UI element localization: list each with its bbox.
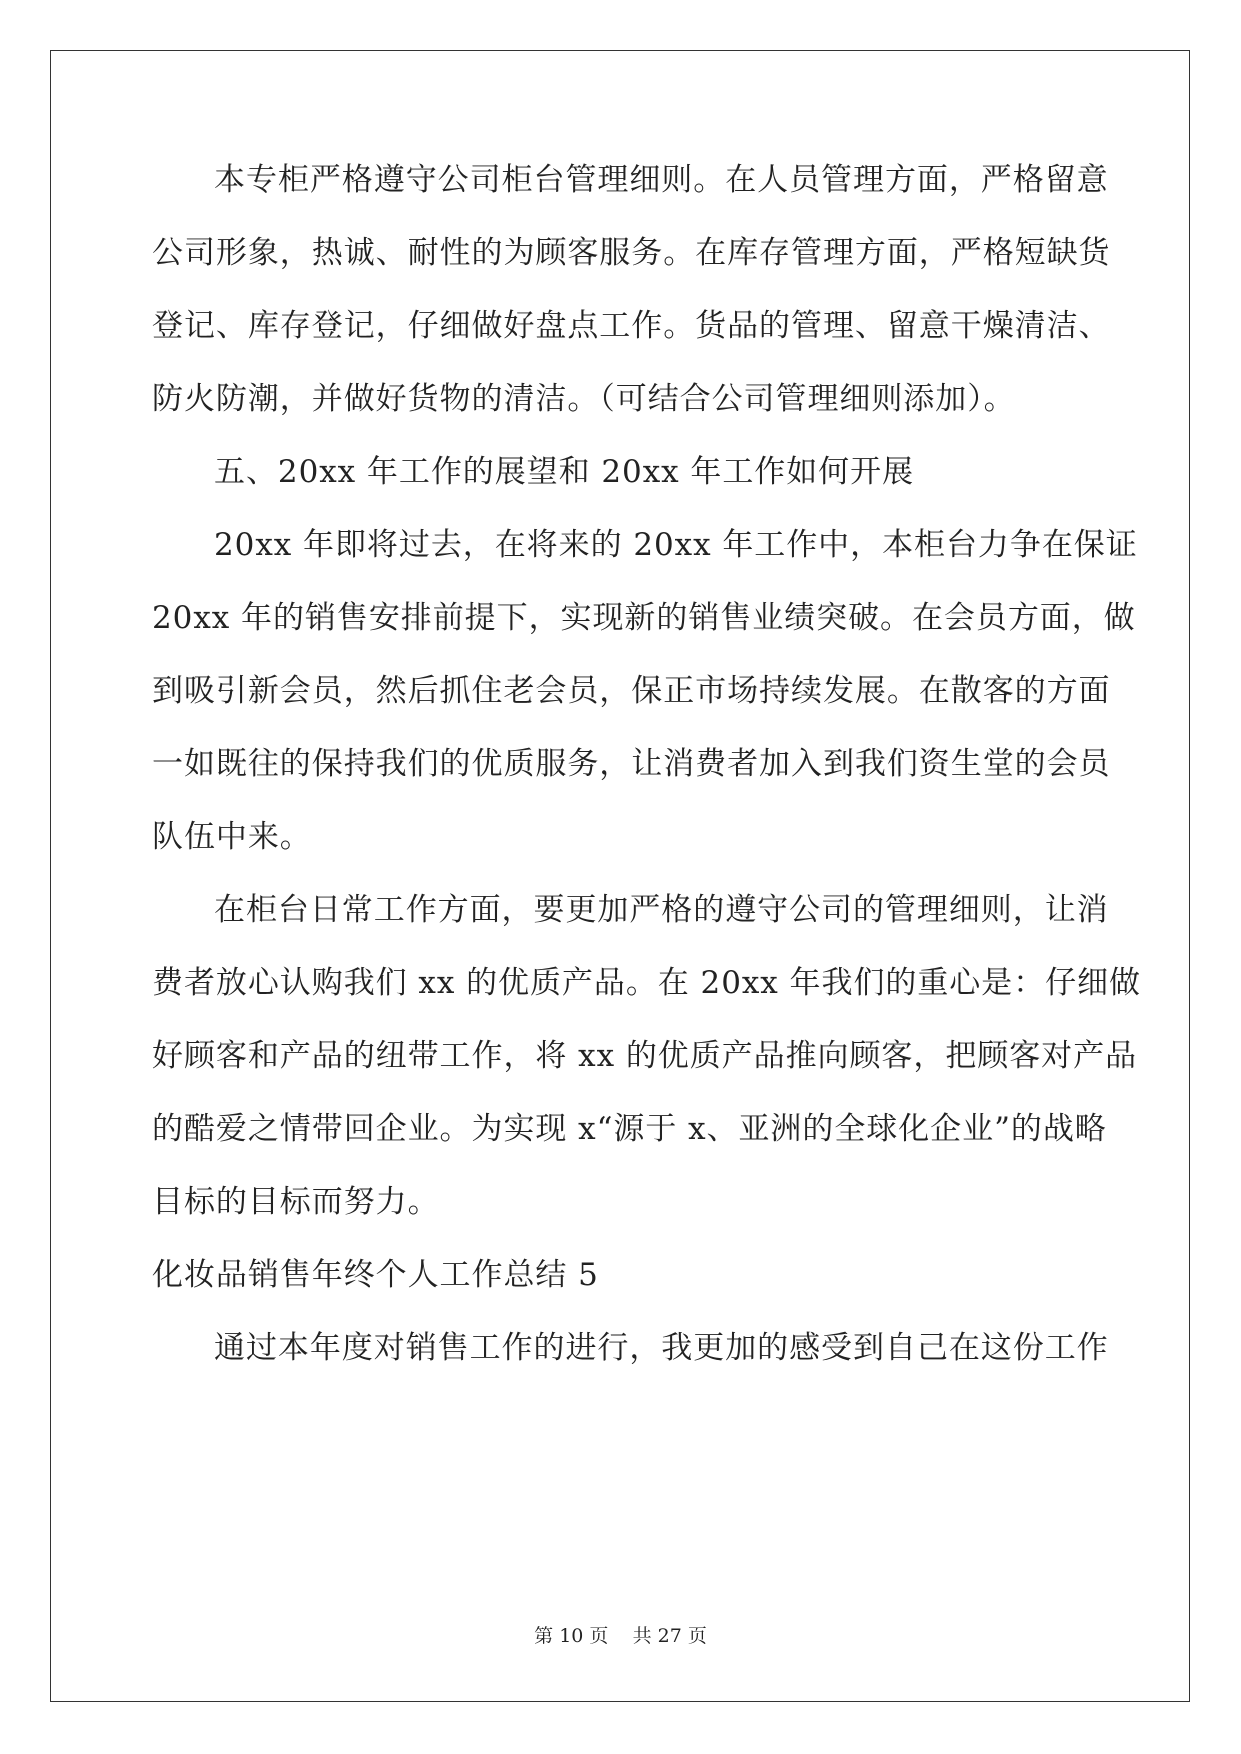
paragraph-3-line-4: 一如既往的保持我们的优质服务，让消费者加入到我们资生堂的会员 [152,746,1111,782]
paragraph-6-line-1: 通过本年度对销售工作的进行，我更加的感受到自己在这份工作 [214,1330,1109,1366]
paragraph-3-line-5: 队伍中来。 [152,819,312,855]
document-section-title: 化妆品销售年终个人工作总结 5 [152,1257,599,1293]
paragraph-3-line-1: 20xx 年即将过去，在将来的 20xx 年工作中，本柜台力争在保证 [214,527,1138,563]
paragraph-1-line-3: 登记、库存登记，仔细做好盘点工作。货品的管理、留意干燥清洁、 [152,308,1111,344]
paragraph-4-line-2: 费者放心认购我们 xx 的优质产品。在 20xx 年我们的重心是：仔细做 [152,965,1141,1001]
section-heading: 五、20xx 年工作的展望和 20xx 年工作如何开展 [214,454,915,490]
paragraph-1-line-2: 公司形象，热诚、耐性的为顾客服务。在库存管理方面，严格短缺货 [152,235,1111,271]
paragraph-3-line-2: 20xx 年的销售安排前提下，实现新的销售业绩突破。在会员方面，做 [152,600,1136,636]
paragraph-3-line-3: 到吸引新会员，然后抓住老会员，保正市场持续发展。在散客的方面 [152,673,1111,709]
page-border [50,50,1190,1702]
paragraph-4-line-4: 的酷爱之情带回企业。为实现 x“源于 x、亚洲的全球化企业”的战略 [152,1111,1107,1147]
paragraph-4-line-1: 在柜台日常工作方面，要更加严格的遵守公司的管理细则，让消 [214,892,1109,928]
paragraph-1-line-1: 本专柜严格遵守公司柜台管理细则。在人员管理方面，严格留意 [214,162,1109,198]
paragraph-4-line-3: 好顾客和产品的纽带工作，将 xx 的优质产品推向顾客，把顾客对产品 [152,1038,1138,1074]
paragraph-1-line-4: 防火防潮，并做好货物的清洁。（可结合公司管理细则添加）。 [152,381,1016,417]
page-number-footer: 第 10 页 共 27 页 [534,1625,707,1647]
paragraph-4-line-5: 目标的目标而努力。 [152,1184,440,1220]
